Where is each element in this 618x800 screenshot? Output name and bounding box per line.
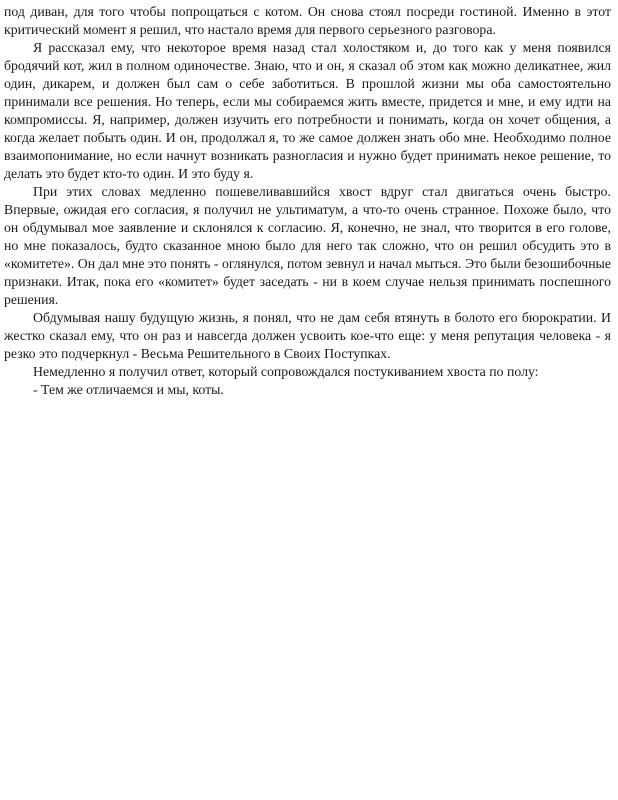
paragraph: Немедленно я получил ответ, который сопровождался постукиванием хвоста по полу:: [33, 364, 539, 379]
document-body: [4, 3, 611, 399]
paragraph: Я рассказал ему, что некоторое время назад стал холостяком и, до того как у меня появился бродячий кот, жил в полном одиночестве. Знаю, что и он, я сказал об этом как можно деликатнее, жил один, дикарем, и должен был сам о себе заботиться. В прошлой жизни мы оба самостоятельно принимали все решения. Но теперь, если мы собираемся жить вместе, придется и мне, и ему идти на компромиссы. Я, например, должен изучить его потребности и понимать, когда он хочет общения, а когда желает побыть один. И он, продолжал я, то же самое должен знать обо мне. Необходимо полное взаимопонимание, но если начнут возникать разногласия и нужно будет принимать некое решение, то делать это будет кто-то один. И это буду я.: [4, 40, 611, 181]
paragraph: Обдумывая нашу будущую жизнь, я понял, что не дам себя втянуть в болото его бюрократии. И жестко сказал ему, что он раз и навсегда должен усвоить кое-что еще: у меня репутация человека - я резко это подчеркнул - Весьма Решительного в Своих Поступках.: [4, 310, 611, 361]
dialogue-line: - Тем же отличаемся и мы, коты.: [33, 382, 224, 397]
paragraph: При этих словах медленно пошевеливавшийся хвост вдруг стал двигаться очень быстро. Впервые, ожидая его согласия, я получил не ультиматум, а что-то очень странное. Похоже было, что он обдумывал мое заявление и склонялся к согласию. Я, конечно, не знал, что творится в его голове, но мне показалось, будто сказанное мною было для него так сложно, что он решил обсудить это в «комитете». Он дал мне это понять - оглянулся, потом зевнул и начал мыться. Это были безошибочные признаки. Итак, пока его «комитет» будет заседать - ни в коем случае нельзя принимать поспешного решения.: [4, 184, 611, 307]
paragraph-continuation: под диван, для того чтобы попрощаться с котом. Он снова стоял посреди гостиной. Именно в этот критический момент я решил, что настало время для первого серьезного разговора.: [4, 4, 611, 37]
